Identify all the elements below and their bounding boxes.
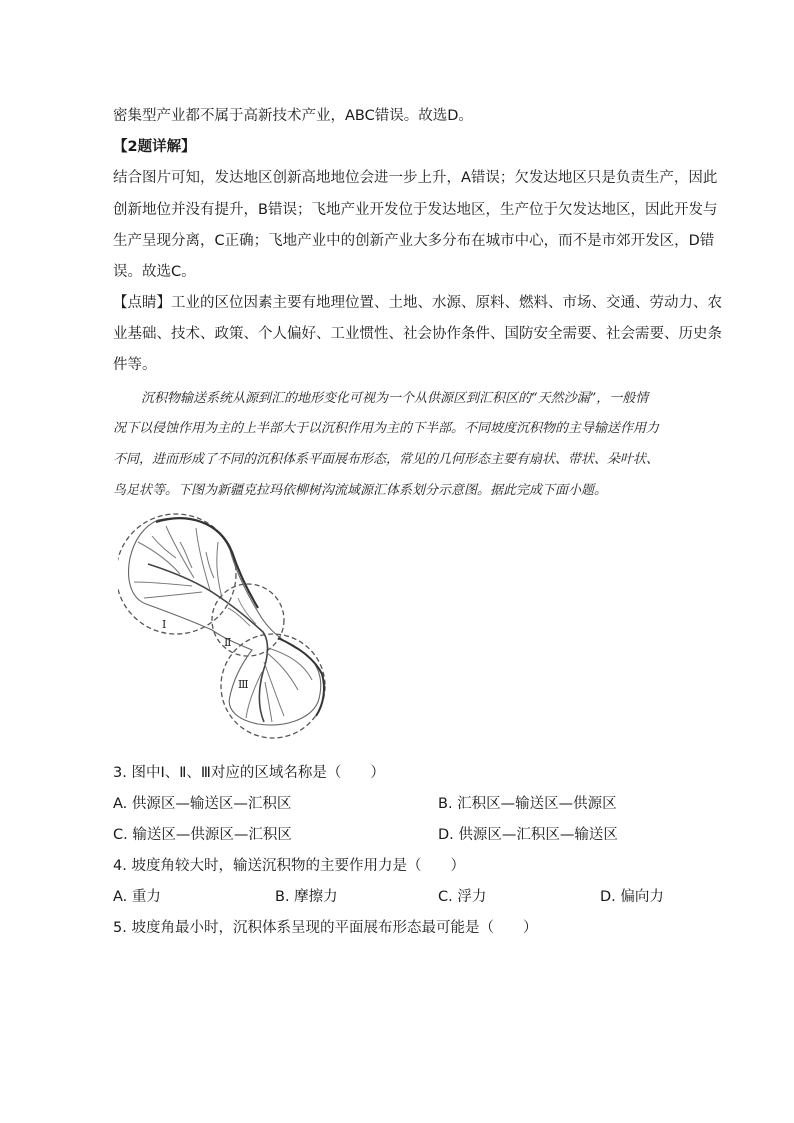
tributaries-upper — [134, 526, 222, 598]
text-line-8: 业基础、技术、政策、个人偏好、工业惯性、社会协作条件、国防安全需要、社会需要、历史条 — [113, 326, 722, 342]
passage-line-4: 鸟足状等。下图为新疆克拉玛依柳树沟流域源汇体系划分示意图。据此完成下面小题。 — [113, 483, 608, 498]
question-5-stem: 5. 坡度角最小时，沉积体系呈现的平面展布形态最可能是（ ） — [113, 920, 538, 936]
zone-label-2: Ⅱ — [224, 636, 232, 649]
basin-boundary — [129, 518, 321, 725]
text-line-9: 件等。 — [113, 357, 157, 373]
question-3-option-a: A. 供源区—输送区—汇积区 — [113, 796, 292, 812]
text-line-7-note: 【点睛】工业的区位因素主要有地理位置、土地、水源、原料、燃料、市场、交通、劳动力、农 — [113, 295, 722, 311]
question-4-option-c: C. 浮力 — [438, 889, 487, 905]
text-line-1: 密集型产业都不属于高新技术产业，ABC错误。故选D。 — [113, 108, 473, 124]
zone-label-1: Ⅰ — [162, 618, 167, 631]
question-4-option-d: D. 偏向力 — [600, 889, 664, 905]
text-line-5: 生产呈现分离，C正确；飞地产业中的创新产业大多分布在城市中心，而不是市郊开发区，D错 — [113, 233, 715, 249]
distributaries-lower — [246, 648, 312, 722]
ridge-line — [156, 518, 258, 608]
question-3-stem: 3. 图中Ⅰ、Ⅱ、Ⅲ对应的区域名称是（ ） — [113, 765, 385, 781]
text-line-3: 结合图片可知，发达地区创新高地地位会进一步上升，A错误；欠发达地区只是负责生产，因此 — [113, 170, 718, 186]
question-3-option-c: C. 输送区—供源区—汇积区 — [113, 827, 292, 843]
text-line-6: 误。故选C。 — [113, 264, 196, 280]
zone-label-3: Ⅲ — [238, 678, 249, 691]
passage-line-3: 不同，进而形成了不同的沉积体系平面展布形态，常见的几何形态主要有扇状、带状、朵叶状、 — [113, 452, 660, 467]
question-4-option-a: A. 重力 — [113, 889, 161, 905]
main-channel — [148, 564, 268, 722]
question-4-stem: 4. 坡度角较大时，输送沉积物的主要作用力是（ ） — [113, 858, 465, 874]
text-line-4: 创新地位并没有提升，B错误；飞地产业开发位于发达地区，生产位于欠发达地区，因此开发与 — [113, 202, 718, 218]
question-3-option-d: D. 供源区—汇积区—输送区 — [438, 827, 618, 843]
question-3-option-b: B. 汇积区—输送区—供源区 — [438, 796, 617, 812]
source-sink-diagram — [118, 512, 333, 740]
passage-line-2: 况下以侵蚀作用为主的上半部大于以沉积作用为主的下半部。不同坡度沉积物的主导输送作用力 — [113, 421, 660, 436]
passage-line-1: 沉积物输送系统从源到汇的地形变化可视为一个从供源区到汇积区的“天然沙漏”，一般情 — [141, 391, 649, 406]
section-heading-q2: 【2题详解】 — [113, 139, 196, 155]
question-4-option-b: B. 摩擦力 — [275, 889, 338, 905]
